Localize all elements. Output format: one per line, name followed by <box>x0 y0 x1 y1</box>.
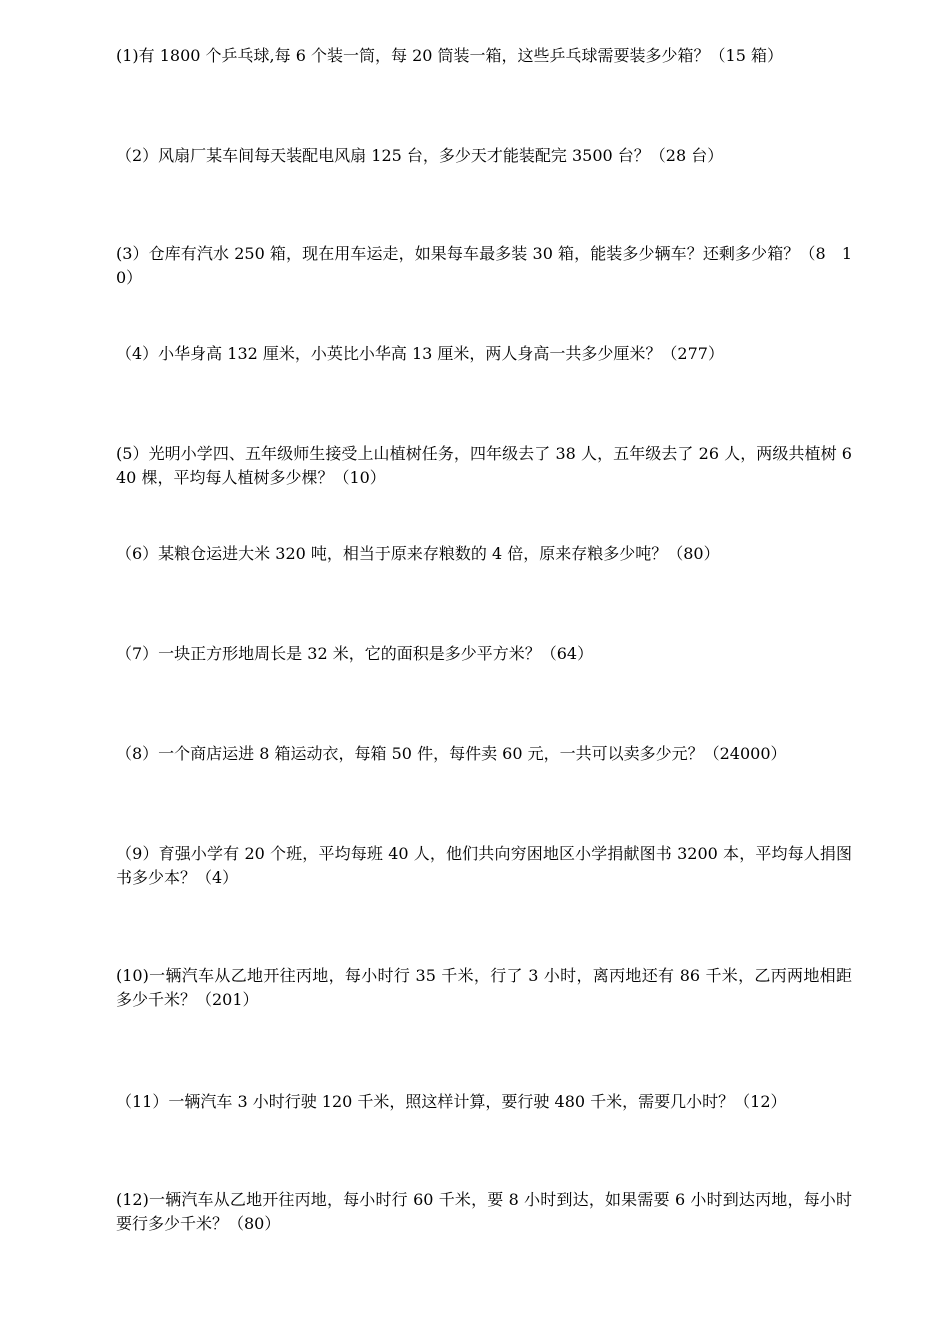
problem-11: （11）一辆汽车 3 小时行驶 120 千米，照这样计算，要行驶 480 千米，需要几小时？（12） <box>116 1092 787 1111</box>
problem-3: (3）仓库有汽水 250 箱，现在用车运走，如果每车最多装 30 箱，能装多少辆车？还剩多少箱？（8 10） <box>116 244 852 287</box>
problem-12: (12)一辆汽车从乙地开往丙地，每小时行 60 千米，要 8 小时到达，如果需要 6 小时到达丙地，每小时要行多少千米？（80） <box>116 1190 852 1233</box>
problem-2: （2）风扇厂某车间每天装配电风扇 125 台，多少天才能装配完 3500 台？（28 台） <box>116 146 724 165</box>
problem-9: （9）育强小学有 20 个班，平均每班 40 人，他们共向穷困地区小学捐献图书 3200 本，平均每人捐图书多少本？（4） <box>116 844 852 887</box>
problem-4: （4）小华身高 132 厘米，小英比小华高 13 厘米，两人身高一共多少厘米？（277） <box>116 344 724 363</box>
problem-6: （6）某粮仓运进大米 320 吨，相当于原来存粮数的 4 倍，原来存粮多少吨？（80） <box>116 544 720 563</box>
problem-7: （7）一块正方形地周长是 32 米，它的面积是多少平方米？（64） <box>116 644 594 663</box>
problem-8: （8）一个商店运进 8 箱运动衣，每箱 50 件，每件卖 60 元，一共可以卖多少元？（24000） <box>116 744 787 763</box>
problem-1: (1)有 1800 个乒乓球,每 6 个装一筒，每 20 筒装一箱，这些乒乓球需要装多少箱？（15 箱） <box>116 46 783 65</box>
problem-5: (5）光明小学四、五年级师生接受上山植树任务，四年级去了 38 人，五年级去了 26 人，两级共植树 640 棵，平均每人植树多少棵？（10） <box>116 444 852 487</box>
problem-10: (10)一辆汽车从乙地开往丙地，每小时行 35 千米，行了 3 小时，离丙地还有 86 千米，乙丙两地相距多少千米？（201） <box>116 966 852 1009</box>
